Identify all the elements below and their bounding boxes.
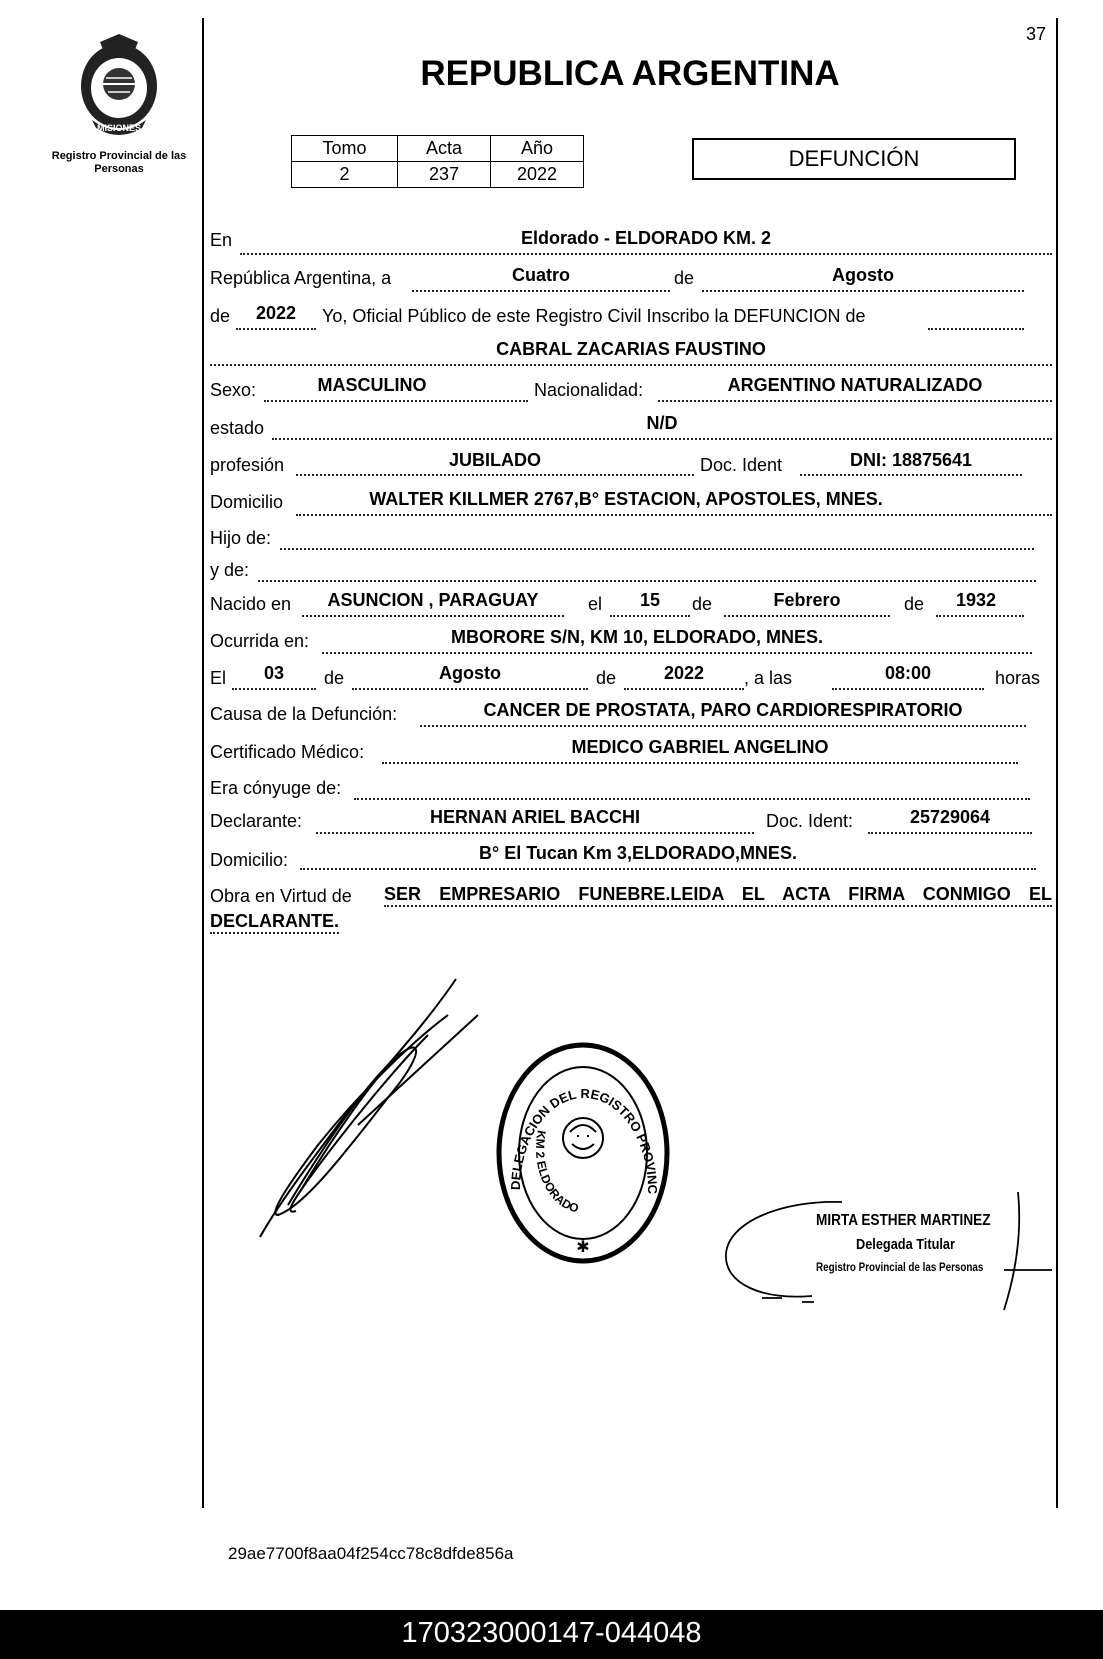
seal-inner-text: KM 2 ELDORADO [532, 1129, 581, 1216]
value-tomo: 2 [292, 162, 398, 188]
value-muerte-hora: 08:00 [884, 663, 932, 683]
label-profesion: profesión [210, 455, 285, 475]
value-nacionalidad: ARGENTINO NATURALIZADO [727, 375, 983, 395]
barcode-text: 170323000147-044048 [401, 1617, 702, 1649]
value-medico: MEDICO GABRIEL ANGELINO [571, 737, 829, 757]
value-nacido-anio: 1932 [955, 590, 997, 610]
label-de2: de [210, 306, 231, 326]
emblem-caption: Registro Provincial de las Personas [51, 150, 187, 175]
official-stamp [722, 1192, 1062, 1312]
value-obra-line1: SER EMPRESARIO FUNEBRE.LEIDA EL ACTA FIRMA CONMIGO EL [384, 884, 1052, 907]
label-obra: Obra en Virtud de [210, 886, 352, 906]
label-de3: de [692, 594, 713, 614]
stamp-role: Delegada Titular [856, 1236, 955, 1253]
label-de6: de [596, 668, 617, 688]
svg-text:✱: ✱ [576, 1237, 590, 1256]
label-declarante: Declarante: [210, 811, 303, 831]
value-declarante: HERNAN ARIEL BACCHI [429, 807, 640, 827]
label-el2: El [210, 668, 227, 688]
label-causa: Causa de la Defunción: [210, 704, 398, 724]
label-domicilio2: Domicilio: [210, 850, 289, 870]
stamp-name: MIRTA ESTHER MARTINEZ [816, 1212, 991, 1229]
label-el: el [588, 594, 603, 614]
label-certificado: Certificado Médico: [210, 742, 365, 762]
value-dia-letras: Cuatro [512, 265, 570, 285]
label-de4: de [904, 594, 925, 614]
value-causa: CANCER DE PROSTATA, PARO CARDIORESPIRATORIO [483, 700, 963, 720]
label-yde: y de: [210, 560, 250, 580]
label-alas: , a las [744, 668, 793, 688]
value-lugar: Eldorado - ELDORADO KM. 2 [520, 228, 771, 248]
value-declarante-doc: 25729064 [909, 807, 991, 827]
page-number: 37 [1026, 24, 1047, 44]
label-republica: República Argentina, a [210, 268, 392, 288]
value-anio: 2022 [491, 162, 584, 188]
stamp-office: Registro Provincial de las Personas [816, 1260, 984, 1274]
label-hijo: Hijo de: [210, 528, 272, 548]
label-de5: de [324, 668, 345, 688]
header-tomo: Tomo [292, 136, 398, 162]
label-de1: de [674, 268, 695, 288]
document-hash: 29ae7700f8aa04f254cc78c8dfde856a [228, 1544, 514, 1563]
field-yde [258, 558, 1036, 582]
field-conyuge [354, 776, 1030, 800]
label-horas: horas [995, 668, 1041, 688]
value-nacido-mes: Febrero [773, 590, 841, 610]
field-hijo [280, 526, 1034, 550]
value-obra-line2: DECLARANTE. [210, 911, 339, 934]
value-nacido-dia: 15 [639, 590, 661, 610]
svg-text:DELEGACION DEL REGISTRO PROVIN [494, 1040, 660, 1195]
field-defuncion-de [928, 306, 1024, 330]
value-declarante-dom: B° El Tucan Km 3,ELDORADO,MNES. [479, 843, 797, 863]
label-conyuge: Era cónyuge de: [210, 778, 342, 798]
label-domicilio: Domicilio [210, 492, 284, 512]
registry-seal [494, 1040, 672, 1266]
svg-text:KM 2 ELDORADO [533, 1129, 580, 1215]
province-emblem [70, 30, 168, 138]
label-nacido: Nacido en [210, 594, 292, 614]
header-acta: Acta [398, 136, 491, 162]
label-ocurrida: Ocurrida en: [210, 631, 310, 651]
value-ocurrida: MBORORE S/N, KM 10, ELDORADO, MNES. [450, 627, 824, 647]
barcode-bar [0, 1610, 1103, 1659]
label-doc-ident2: Doc. Ident: [766, 811, 854, 831]
value-nombre: CABRAL ZACARIAS FAUSTINO [496, 339, 766, 359]
value-sexo: MASCULINO [317, 375, 427, 395]
label-sexo: Sexo: [210, 380, 257, 400]
label-doc-ident: Doc. Ident [700, 455, 783, 475]
value-dni: DNI: 18875641 [849, 450, 973, 470]
label-estado: estado [210, 418, 265, 438]
value-muerte-mes: Agosto [439, 663, 501, 683]
value-muerte-dia: 03 [263, 663, 285, 683]
label-nacionalidad: Nacionalidad: [534, 380, 644, 400]
document-type-box: DEFUNCIÓN [692, 138, 1016, 180]
value-muerte-anio: 2022 [663, 663, 705, 683]
value-acta: 237 [398, 162, 491, 188]
label-en: En [210, 230, 233, 250]
value-anio: 2022 [255, 303, 297, 323]
value-nacido-lugar: ASUNCION , PARAGUAY [327, 590, 539, 610]
value-mes: Agosto [832, 265, 894, 285]
seal-ring-text: DELEGACION DEL REGISTRO PROVINC [507, 1085, 661, 1195]
left-margin-line [202, 18, 204, 1508]
value-estado: N/D [646, 413, 678, 433]
signature-declarante [248, 975, 488, 1245]
page-title: REPUBLICA ARGENTINA [420, 54, 840, 93]
register-table [291, 135, 584, 188]
emblem-text: MISIONES [96, 123, 142, 133]
label-yo: Yo, Oficial Público de este Registro Civil Inscribo la DEFUNCION de [322, 306, 866, 326]
value-domicilio: WALTER KILLMER 2767,B° ESTACION, APOSTOLES, MNES. [369, 489, 883, 509]
header-anio: Año [491, 136, 584, 162]
value-profesion: JUBILADO [448, 450, 541, 470]
